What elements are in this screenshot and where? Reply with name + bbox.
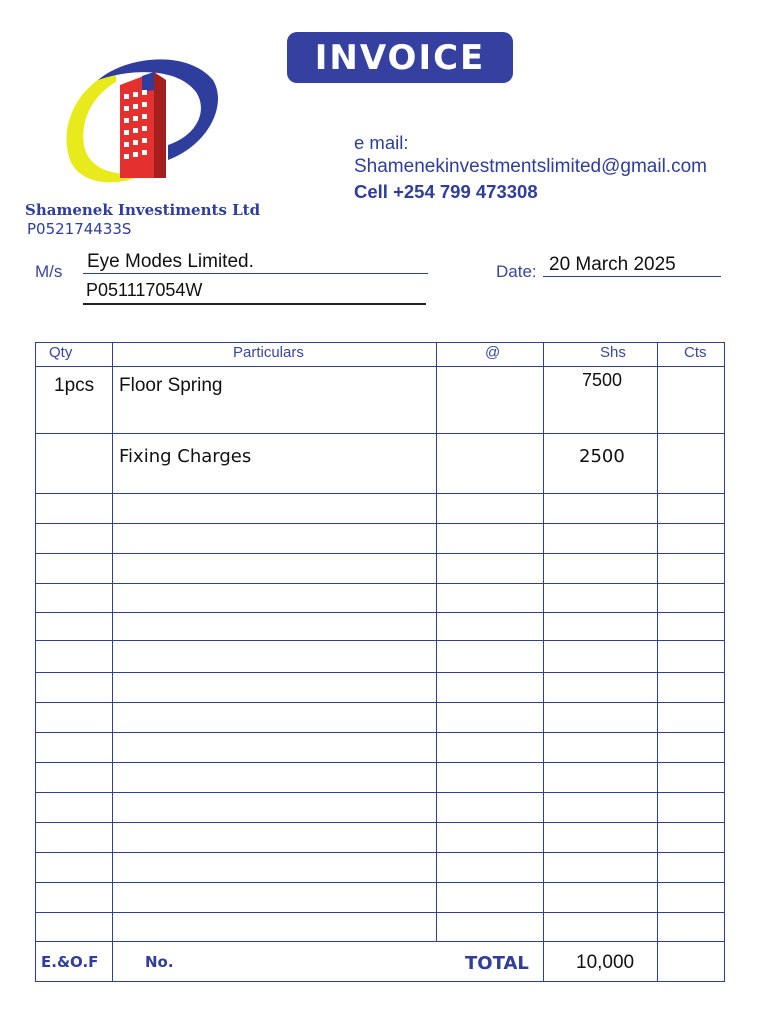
date-label: Date: (496, 262, 537, 281)
total-value: 10,000 (576, 952, 635, 973)
company-name: Shamenek Investiments Ltd (25, 201, 261, 219)
customer-label: M/s (35, 262, 63, 281)
number-label: No. (145, 953, 174, 971)
column-header-qty: Qty (49, 344, 73, 361)
row1-qty: 1pcs (54, 375, 95, 396)
row2-particulars: Fixing Charges (119, 446, 252, 467)
row1-particulars: Floor Spring (119, 375, 223, 396)
column-header-at: @ (485, 344, 501, 361)
column-header-particulars: Particulars (233, 344, 304, 361)
total-label: TOTAL (465, 953, 529, 974)
customer-pin: P051117054W (86, 280, 203, 300)
row1-shs: 7500 (582, 370, 623, 390)
eof-label: E.&O.F (41, 953, 99, 971)
row2-shs: 2500 (579, 446, 625, 467)
date-value: 20 March 2025 (549, 254, 676, 275)
company-pin: P052174433S (27, 220, 132, 238)
email-label: e mail: (354, 132, 409, 153)
customer-name: Eye Modes Limited. (87, 251, 254, 272)
column-header-cts: Cts (684, 344, 707, 361)
invoice-title: INVOICE (314, 37, 486, 78)
cell-number: Cell +254 799 473308 (354, 181, 538, 202)
email-address: Shamenekinvestmentslimited@gmail.com (354, 156, 707, 177)
column-header-shs: Shs (600, 344, 626, 361)
